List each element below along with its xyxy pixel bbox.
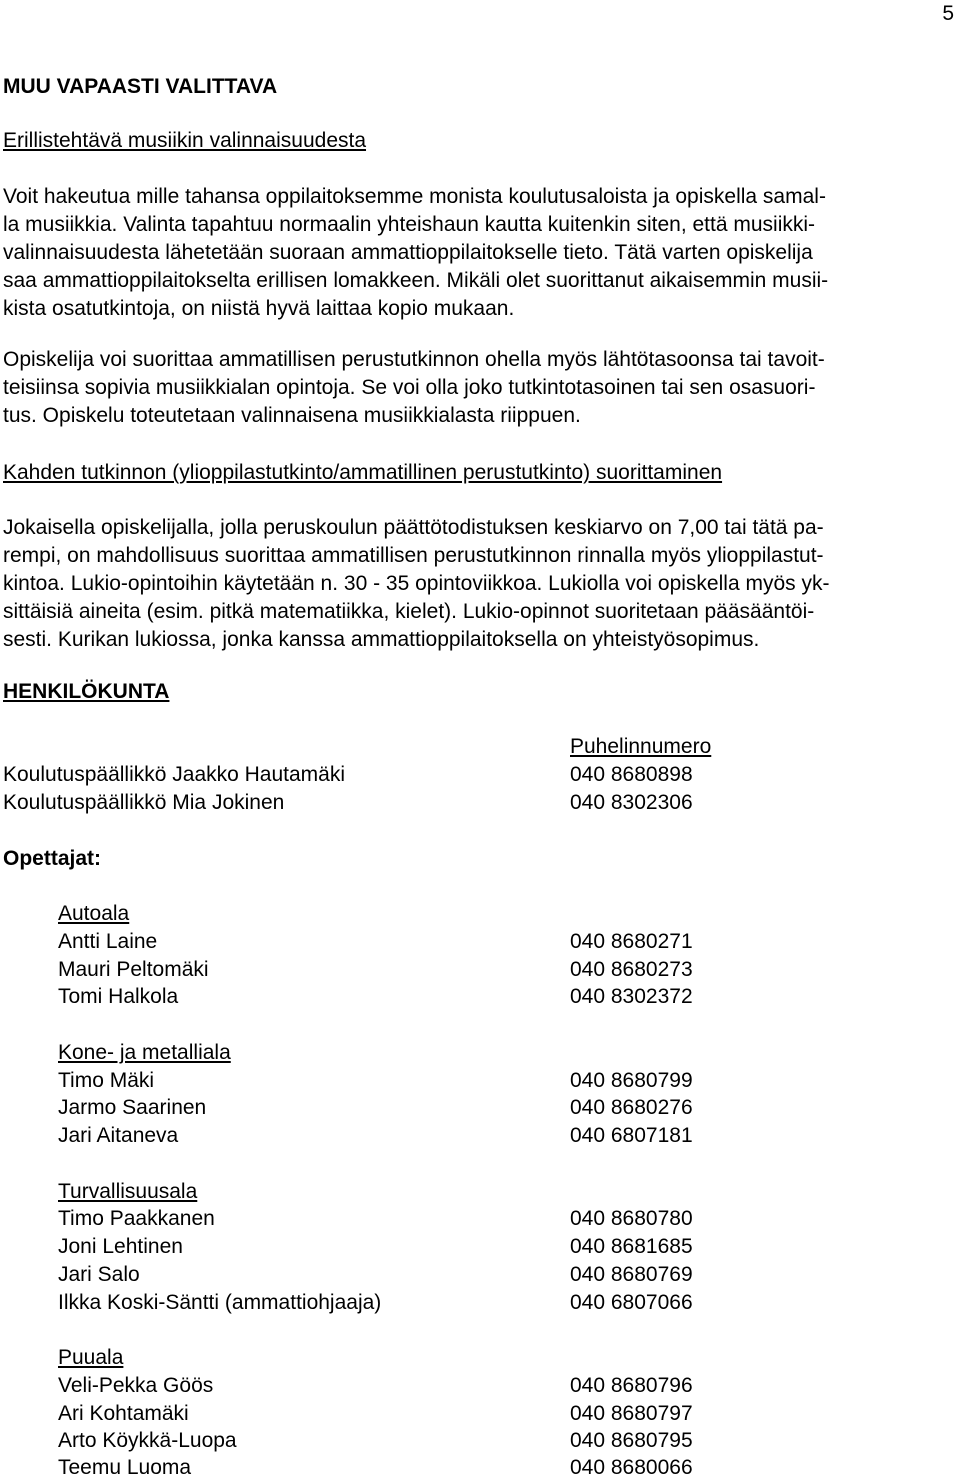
teacher-phone: 040 8680769 [570,1263,693,1286]
text-line: Jokaisella opiskelijalla, jolla peruskoulun päättötodistuksen keskiarvo on 7,00 tai tätä pa- [3,516,824,539]
teacher-phone: 040 8680271 [570,930,693,953]
text-line: kintoa. Lukio-opintoihin käytetään n. 30 - 35 opintoviikkoa. Lukiolla voi opiskella myös yk- [3,571,830,595]
teacher-row [0,1235,960,1263]
teacher-row [0,1291,960,1319]
text-line: sittäisiä aineita (esim. pitkä matematiikka, kielet). Lukio-opinnot suoritetaan pääsääntöi- [3,599,815,623]
teacher-name: Timo Mäki [58,1069,155,1092]
teacher-name: Jarmo Saarinen [58,1096,207,1119]
text-line: Voit hakeutua mille tahansa oppilaitoksemme monista koulutusaloista ja opiskella samal- [3,185,826,208]
staff-phone: 040 8302306 [570,791,693,814]
staff-heading: HENKILÖKUNTA [3,680,170,703]
group-title-row [0,902,960,930]
music-paragraph-1 [3,183,953,323]
teacher-row [0,1069,960,1097]
group-title: Kone- ja metalliala [58,1041,231,1064]
teacher-name: Ilkka Koski-Säntti (ammattiohjaaja) [58,1291,382,1314]
teacher-phone: 040 8681685 [570,1235,693,1258]
text-line: tus. Opiskelu toteutetaan valinnaisena musiikkialasta riippuen. [3,403,581,427]
group-title: Turvallisuusala [58,1180,198,1203]
teacher-name: Veli-Pekka Göös [58,1374,214,1397]
text-line: kista osatutkintoja, on niistä hyvä laittaa kopio mukaan. [3,296,515,320]
text-line: teisiinsa sopivia musiikkialan opintoja. Se voi olla joko tutkintotasoinen tai sen osasuori- [3,375,816,399]
group-title: Puuala [58,1346,124,1369]
teacher-name: Mauri Peltomäki [58,958,209,981]
teacher-phone: 040 8680796 [570,1374,693,1397]
group-title: Autoala [58,902,130,925]
teacher-phone: 040 8680780 [570,1207,693,1230]
teacher-phone: 040 8680273 [570,958,693,981]
teacher-phone: 040 8302372 [570,985,693,1008]
page-number: 5 [942,2,954,25]
phone-column-header-row [0,735,960,763]
staff-row [0,763,960,791]
teacher-phone: 040 6807066 [570,1291,693,1314]
group-title-row [0,1041,960,1069]
group-title-row [0,1346,960,1374]
text-line: la musiikkia. Valinta tapahtuu normaalin yhteishaun kautta kuitenkin siten, että musiikki- [3,212,816,236]
teacher-row [0,1096,960,1124]
page-title: MUU VAPAASTI VALITTAVA [3,75,278,98]
staff-phone: 040 8680898 [570,763,693,786]
teacher-phone: 040 6807181 [570,1124,693,1147]
teacher-row [0,1207,960,1235]
teacher-name: Teemu Luoma [58,1456,192,1479]
teacher-phone: 040 8680276 [570,1096,693,1119]
text-line: valinnaisuudesta lähetetään suoraan ammattioppilaitokselle tieto. Tätä varten opiskelija [3,240,813,264]
teacher-row [0,1456,960,1484]
double-degree-heading: Kahden tutkinnon (ylioppilastutkinto/ammatillinen perustutkinto) suorittaminen [3,461,723,484]
teacher-phone: 040 8680066 [570,1456,693,1479]
teacher-name: Tomi Halkola [58,985,179,1008]
teachers-label: Opettajat: [3,847,102,870]
double-degree-paragraph [3,514,953,654]
teacher-name: Jari Salo [58,1263,140,1286]
text-line: saa ammattioppilaitokselta erillisen lomakkeen. Mikäli olet suorittanut aikaisemmin musii- [3,268,829,292]
staff-row [0,791,960,819]
teacher-name: Timo Paakkanen [58,1207,215,1230]
teacher-name: Ari Kohtamäki [58,1402,189,1425]
teacher-row [0,958,960,986]
teacher-row [0,1429,960,1457]
teacher-phone: 040 8680799 [570,1069,693,1092]
teacher-row [0,1402,960,1430]
teacher-phone: 040 8680797 [570,1402,693,1425]
teacher-name: Joni Lehtinen [58,1235,183,1258]
music-heading: Erillistehtävä musiikin valinnaisuudesta [3,129,367,152]
teacher-row [0,985,960,1013]
teacher-row [0,1124,960,1152]
teacher-row [0,1374,960,1402]
teacher-row [0,1263,960,1291]
text-line: sesti. Kurikan lukiossa, jonka kanssa ammattioppilaitoksella on yhteistyösopimus. [3,627,760,651]
teacher-phone: 040 8680795 [570,1429,693,1452]
text-line: rempi, on mahdollisuus suorittaa ammatillisen perustutkinnon rinnalla myös ylioppilastut- [3,543,824,567]
staff-name: Koulutuspäällikkö Jaakko Hautamäki [3,763,346,786]
teacher-name: Arto Köykkä-Luopa [58,1429,237,1452]
music-paragraph-2 [3,346,953,430]
phone-column-header: Puhelinnumero [570,735,712,758]
teacher-name: Jari Aitaneva [58,1124,179,1147]
group-title-row [0,1180,960,1208]
teacher-row [0,930,960,958]
teacher-name: Antti Laine [58,930,158,953]
text-line: Opiskelija voi suorittaa ammatillisen perustutkinnon ohella myös lähtötasoonsa tai tavoit- [3,348,825,371]
staff-name: Koulutuspäällikkö Mia Jokinen [3,791,285,814]
